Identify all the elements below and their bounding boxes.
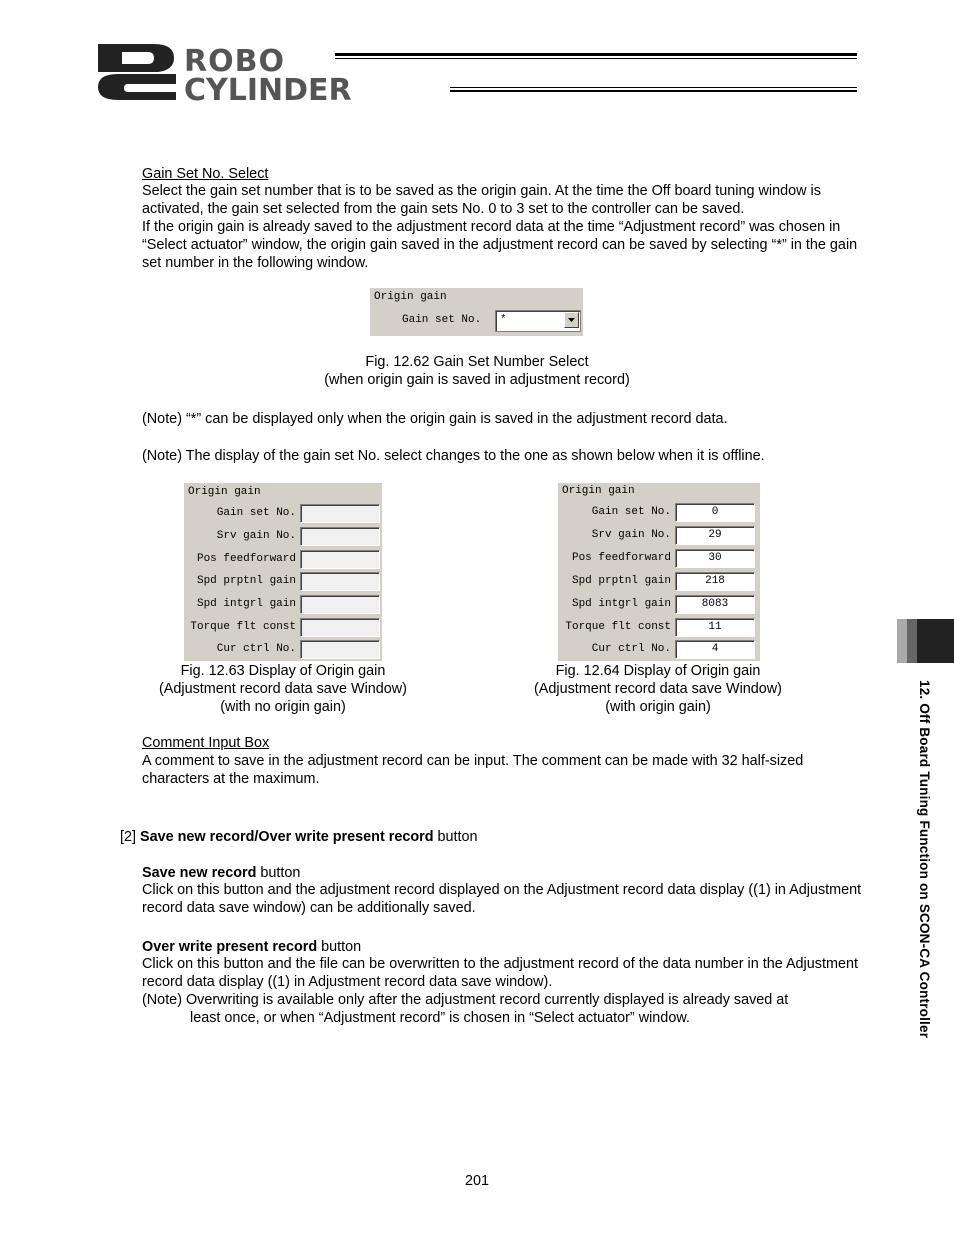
fig64-caption-line3: (with origin gain) bbox=[605, 699, 711, 715]
fig64-row-label: Torque flt const bbox=[565, 621, 671, 633]
fig64-row-value: 29 bbox=[708, 529, 722, 541]
fig64-cur-ctrl-field bbox=[675, 640, 755, 659]
fig64-group-label: Origin gain bbox=[562, 485, 635, 497]
fig63-row-label: Spd prptnl gain bbox=[196, 575, 296, 587]
item-2-bold: Save new record/Over write present record bbox=[140, 829, 434, 845]
overwrite-bold: Over write present record bbox=[142, 939, 318, 955]
gain-set-paragraph-2: If the origin gain is already saved to the adjustment record data at the time “Adjustment record” was chosen in “Select actuator” window, the origin gain saved in the adjustment record can be saved by selecting “*” in the gain set number in the following window. bbox=[142, 219, 858, 271]
gain-set-paragraph-1: Select the gain set number that is to be saved as the origin gain. At the time the Off board tuning window is activated, the gain set selected from the gain sets No. 0 to 3 set to the controller can be saved. bbox=[142, 183, 821, 217]
tab-stripe-mid bbox=[907, 619, 917, 663]
fig63-caption-line3: (with no origin gain) bbox=[220, 699, 346, 715]
tab-stripe-light bbox=[897, 619, 907, 663]
fig64-row-label: Gain set No. bbox=[591, 506, 671, 518]
chevron-down-icon bbox=[565, 313, 578, 327]
fig63-gain-set-field bbox=[300, 504, 380, 523]
robo-cylinder-logo bbox=[96, 42, 441, 102]
header-rule-top-thin bbox=[335, 58, 857, 59]
fig62-origin-gain-panel bbox=[370, 288, 583, 336]
comment-input-paragraph: A comment to save in the adjustment record can be input. The comment can be made with 32 half-sized characters at the maximum. bbox=[142, 753, 804, 787]
overwrite-note bbox=[142, 991, 862, 1009]
fig64-torque-flt-field bbox=[675, 618, 755, 637]
fig63-torque-flt-field bbox=[300, 618, 380, 637]
fig64-row-value: 0 bbox=[711, 506, 719, 518]
comment-input-title: Comment Input Box bbox=[142, 735, 270, 751]
fig62-caption-line2: (when origin gain is saved in adjustment record) bbox=[324, 372, 630, 388]
item-2-suffix: button bbox=[433, 829, 478, 845]
fig64-spd-intgrl-field bbox=[675, 595, 755, 614]
gain-set-select[interactable] bbox=[495, 310, 581, 332]
fig64-row-value: 11 bbox=[708, 621, 722, 633]
save-new-suffix: button bbox=[256, 865, 301, 881]
chapter-vertical-title bbox=[917, 680, 939, 1090]
page-number: 201 bbox=[464, 1173, 489, 1189]
fig64-caption-line2: (Adjustment record data save Window) bbox=[534, 681, 782, 697]
gain-set-select-value: * bbox=[500, 314, 507, 326]
fig64-row-label: Cur ctrl No. bbox=[591, 643, 671, 655]
note-offline: (Note) The display of the gain set No. select changes to the one as shown below when it is offline. bbox=[142, 448, 765, 464]
fig63-row-label: Spd intgrl gain bbox=[196, 598, 296, 610]
item-2-prefix: [2] bbox=[120, 829, 140, 845]
fig63-spd-prptnl-field bbox=[300, 572, 380, 591]
fig64-row-value: 8083 bbox=[701, 598, 729, 610]
overwrite-note-line2: least once, or when “Adjustment record” is chosen in “Select actuator” window. bbox=[190, 1010, 690, 1026]
fig63-row-label: Srv gain No. bbox=[216, 530, 296, 542]
header-rule-bottom bbox=[450, 90, 857, 92]
fig64-row-label: Pos feedforward bbox=[571, 552, 671, 564]
fig63-pos-ff-field bbox=[300, 550, 380, 569]
fig64-srv-gain-field bbox=[675, 526, 755, 545]
save-new-bold: Save new record bbox=[142, 865, 257, 881]
overwrite-suffix: button bbox=[317, 939, 362, 955]
fig62-group-label: Origin gain bbox=[374, 291, 447, 303]
chapter-title-text: 12. Off Board Tuning Function on SCON-CA Controller bbox=[917, 680, 932, 1039]
tab-stripe-dark bbox=[917, 619, 954, 663]
fig64-row-label: Srv gain No. bbox=[591, 529, 671, 541]
overwrite-note-prefix: (Note) bbox=[142, 992, 186, 1008]
fig63-row-label: Cur ctrl No. bbox=[216, 643, 296, 655]
fig64-spd-prptnl-field bbox=[675, 572, 755, 591]
save-new-paragraph: Click on this button and the adjustment record displayed on the Adjustment record data display ((1) in Adjustment record data save window) can be additionally saved. bbox=[142, 882, 862, 916]
save-new-heading bbox=[142, 864, 862, 882]
fig64-row-label: Spd intgrl gain bbox=[571, 598, 671, 610]
gain-set-title: Gain Set No. Select bbox=[142, 166, 269, 182]
fig64-row-value: 4 bbox=[711, 643, 719, 655]
fig63-caption-line1: Fig. 12.63 Display of Origin gain bbox=[180, 663, 386, 679]
fig63-spd-intgrl-field bbox=[300, 595, 380, 614]
rc-monogram-icon bbox=[96, 42, 441, 102]
svg-text:CYLINDER: CYLINDER bbox=[184, 73, 352, 102]
fig63-caption-line2: (Adjustment record data save Window) bbox=[159, 681, 407, 697]
svg-text:ROBO: ROBO bbox=[184, 44, 285, 79]
fig63-row-label: Gain set No. bbox=[216, 507, 296, 519]
fig64-row-value: 30 bbox=[708, 552, 722, 564]
fig64-pos-ff-field bbox=[675, 549, 755, 568]
fig63-origin-gain-panel bbox=[184, 483, 382, 661]
fig63-cur-ctrl-field bbox=[300, 640, 380, 659]
fig64-row-label: Spd prptnl gain bbox=[571, 575, 671, 587]
note-asterisk: (Note) “*” can be displayed only when the origin gain is saved in the adjustment record data. bbox=[142, 411, 728, 427]
overwrite-heading bbox=[142, 938, 862, 956]
header-rule-bottom-thin bbox=[450, 87, 857, 88]
item-2-heading bbox=[120, 828, 860, 846]
fig62-caption-line1: Fig. 12.62 Gain Set Number Select bbox=[365, 354, 589, 370]
fig64-row-value: 218 bbox=[705, 575, 725, 587]
fig63-group-label: Origin gain bbox=[188, 486, 261, 498]
fig63-row-label: Torque flt const bbox=[190, 621, 296, 633]
fig62-gain-set-label: Gain set No. bbox=[402, 314, 482, 326]
fig63-srv-gain-field bbox=[300, 527, 380, 546]
dropdown-button[interactable] bbox=[564, 312, 579, 328]
overwrite-paragraph: Click on this button and the file can be overwritten to the adjustment record of the data number in the Adjustment record data display ((1) in Adjustment record data save window). bbox=[142, 956, 858, 990]
fig63-row-label: Pos feedforward bbox=[196, 553, 296, 565]
fig64-caption-line1: Fig. 12.64 Display of Origin gain bbox=[555, 663, 761, 679]
fig64-gain-set-field bbox=[675, 503, 755, 522]
chapter-side-tab bbox=[897, 619, 954, 663]
header-rule-top bbox=[335, 53, 857, 56]
overwrite-note-line1: Overwriting is available only after the adjustment record currently displayed is already saved at bbox=[185, 992, 789, 1008]
fig64-origin-gain-panel bbox=[558, 483, 760, 661]
